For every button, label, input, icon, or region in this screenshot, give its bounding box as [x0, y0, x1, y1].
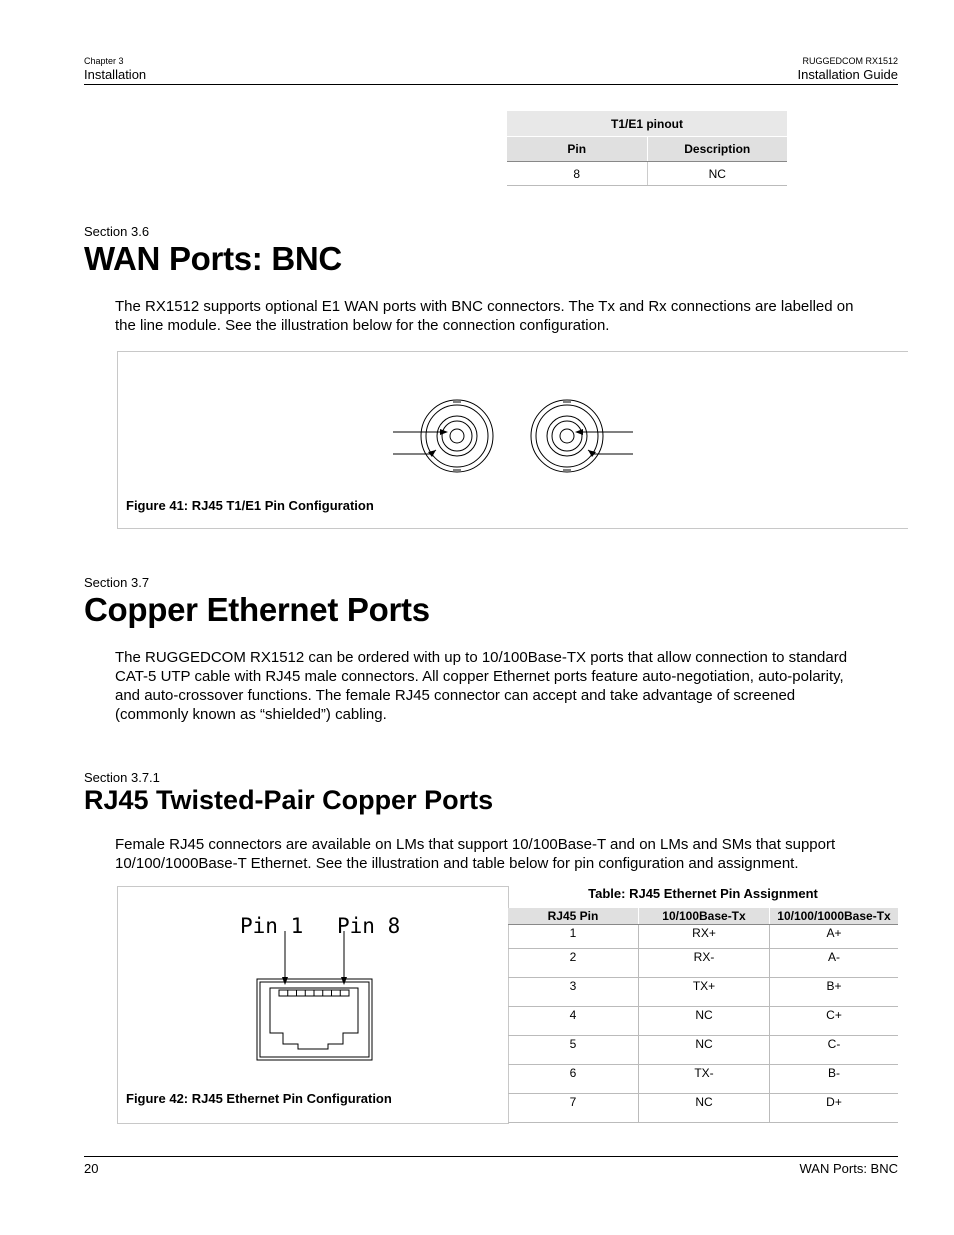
- section-title: Copper Ethernet Ports: [84, 591, 430, 628]
- table-cell: TX-: [639, 1065, 770, 1094]
- bnc-connector-left: [393, 400, 493, 472]
- table-cell: NC: [647, 162, 787, 186]
- table-row: [508, 1036, 898, 1065]
- table-cell: A-: [770, 949, 899, 978]
- section-title: RJ45 Twisted-Pair Copper Ports: [84, 785, 494, 815]
- table-row: [508, 1065, 898, 1094]
- chapter-title: Installation: [84, 67, 147, 82]
- table-cell: A+: [770, 925, 899, 949]
- pin1-label: Pin 1: [240, 914, 304, 938]
- paragraph-line: Female RJ45 connectors are available on LMs that support 10/100Base-T and on LMs and SMs that support: [115, 836, 836, 853]
- table-row: [507, 162, 787, 186]
- table-cell: 7: [508, 1094, 639, 1123]
- section-label: Section 3.7: [84, 575, 150, 590]
- table-cell: B-: [770, 1065, 899, 1094]
- pinout-table: [507, 111, 787, 186]
- figure-41: [117, 351, 908, 529]
- rj45-jack-illustration: [118, 887, 508, 1123]
- body-paragraph: [115, 648, 847, 724]
- table-cell: RX-: [639, 949, 770, 978]
- body-paragraph: [115, 835, 835, 873]
- bnc-connector-right: [531, 400, 633, 472]
- table-cell: 8: [507, 162, 647, 186]
- table-cell: C-: [770, 1036, 899, 1065]
- rj45-table-title: Table: RJ45 Ethernet Pin Assignment: [588, 886, 818, 901]
- table-cell: 3: [508, 978, 639, 1007]
- table-cell: NC: [639, 1007, 770, 1036]
- header-rule: [84, 84, 898, 85]
- table-cell: RX+: [639, 925, 770, 949]
- table-cell: NC: [639, 1036, 770, 1065]
- footer-rule: [84, 1156, 898, 1157]
- pinout-col-header: Pin: [507, 137, 647, 162]
- product-name: RUGGEDCOM RX1512: [802, 56, 898, 66]
- paragraph-line: and auto-crossover functions. The female RJ45 connector can accept and take advantage of screened: [115, 687, 796, 704]
- figure-caption: Figure 42: RJ45 Ethernet Pin Configuration: [126, 1091, 392, 1106]
- table-cell: C+: [770, 1007, 899, 1036]
- table-row: [508, 949, 898, 978]
- section-title: WAN Ports: BNC: [84, 240, 342, 277]
- table-cell: 5: [508, 1036, 639, 1065]
- paragraph-line: The RX1512 supports optional E1 WAN ports with BNC connectors. The Tx and Rx connections are labelled on: [115, 298, 854, 315]
- chapter-number: Chapter 3: [84, 56, 124, 66]
- table-cell: NC: [639, 1094, 770, 1123]
- rj45-col-header: RJ45 Pin: [508, 908, 639, 925]
- figure-caption: Figure 41: RJ45 T1/E1 Pin Configuration: [126, 498, 374, 513]
- table-cell: B+: [770, 978, 899, 1007]
- table-cell: 1: [508, 925, 639, 949]
- table-row: [508, 978, 898, 1007]
- table-row: [508, 1094, 898, 1123]
- rj45-table: [508, 908, 898, 1123]
- pinout-col-header: Description: [647, 137, 787, 162]
- figure-42: [117, 886, 509, 1124]
- rj45-pin-contacts: [279, 990, 349, 996]
- page-number: 20: [84, 1161, 99, 1176]
- rj45-col-header: 10/100/1000Base-Tx: [770, 908, 899, 925]
- rj45-col-header: 10/100Base-Tx: [639, 908, 770, 925]
- footer-section-name: WAN Ports: BNC: [799, 1161, 898, 1176]
- table-row: [508, 1007, 898, 1036]
- table-cell: 2: [508, 949, 639, 978]
- table-cell: D+: [770, 1094, 899, 1123]
- guide-name: Installation Guide: [797, 67, 898, 82]
- table-cell: TX+: [639, 978, 770, 1007]
- section-label: Section 3.6: [84, 224, 150, 239]
- paragraph-line: (commonly known as “shielded”) cabling.: [115, 706, 387, 723]
- table-cell: 4: [508, 1007, 639, 1036]
- body-paragraph: [115, 297, 853, 335]
- table-row: [508, 925, 898, 949]
- section-label: Section 3.7.1: [84, 770, 160, 785]
- paragraph-line: CAT-5 UTP cable with RJ45 male connectors. All copper Ethernet ports feature auto-negotiation, auto-polarity,: [115, 668, 844, 685]
- table-cell: 6: [508, 1065, 639, 1094]
- pinout-table-title: T1/E1 pinout: [507, 111, 787, 137]
- pin8-label: Pin 8: [337, 914, 401, 938]
- paragraph-line: 10/100/1000Base-T Ethernet. See the illustration and table below for pin configuration and assignment.: [115, 855, 799, 872]
- paragraph-line: the line module. See the illustration below for the connection configuration.: [115, 317, 610, 334]
- paragraph-line: The RUGGEDCOM RX1512 can be ordered with up to 10/100Base-TX ports that allow connection to standard: [115, 649, 848, 666]
